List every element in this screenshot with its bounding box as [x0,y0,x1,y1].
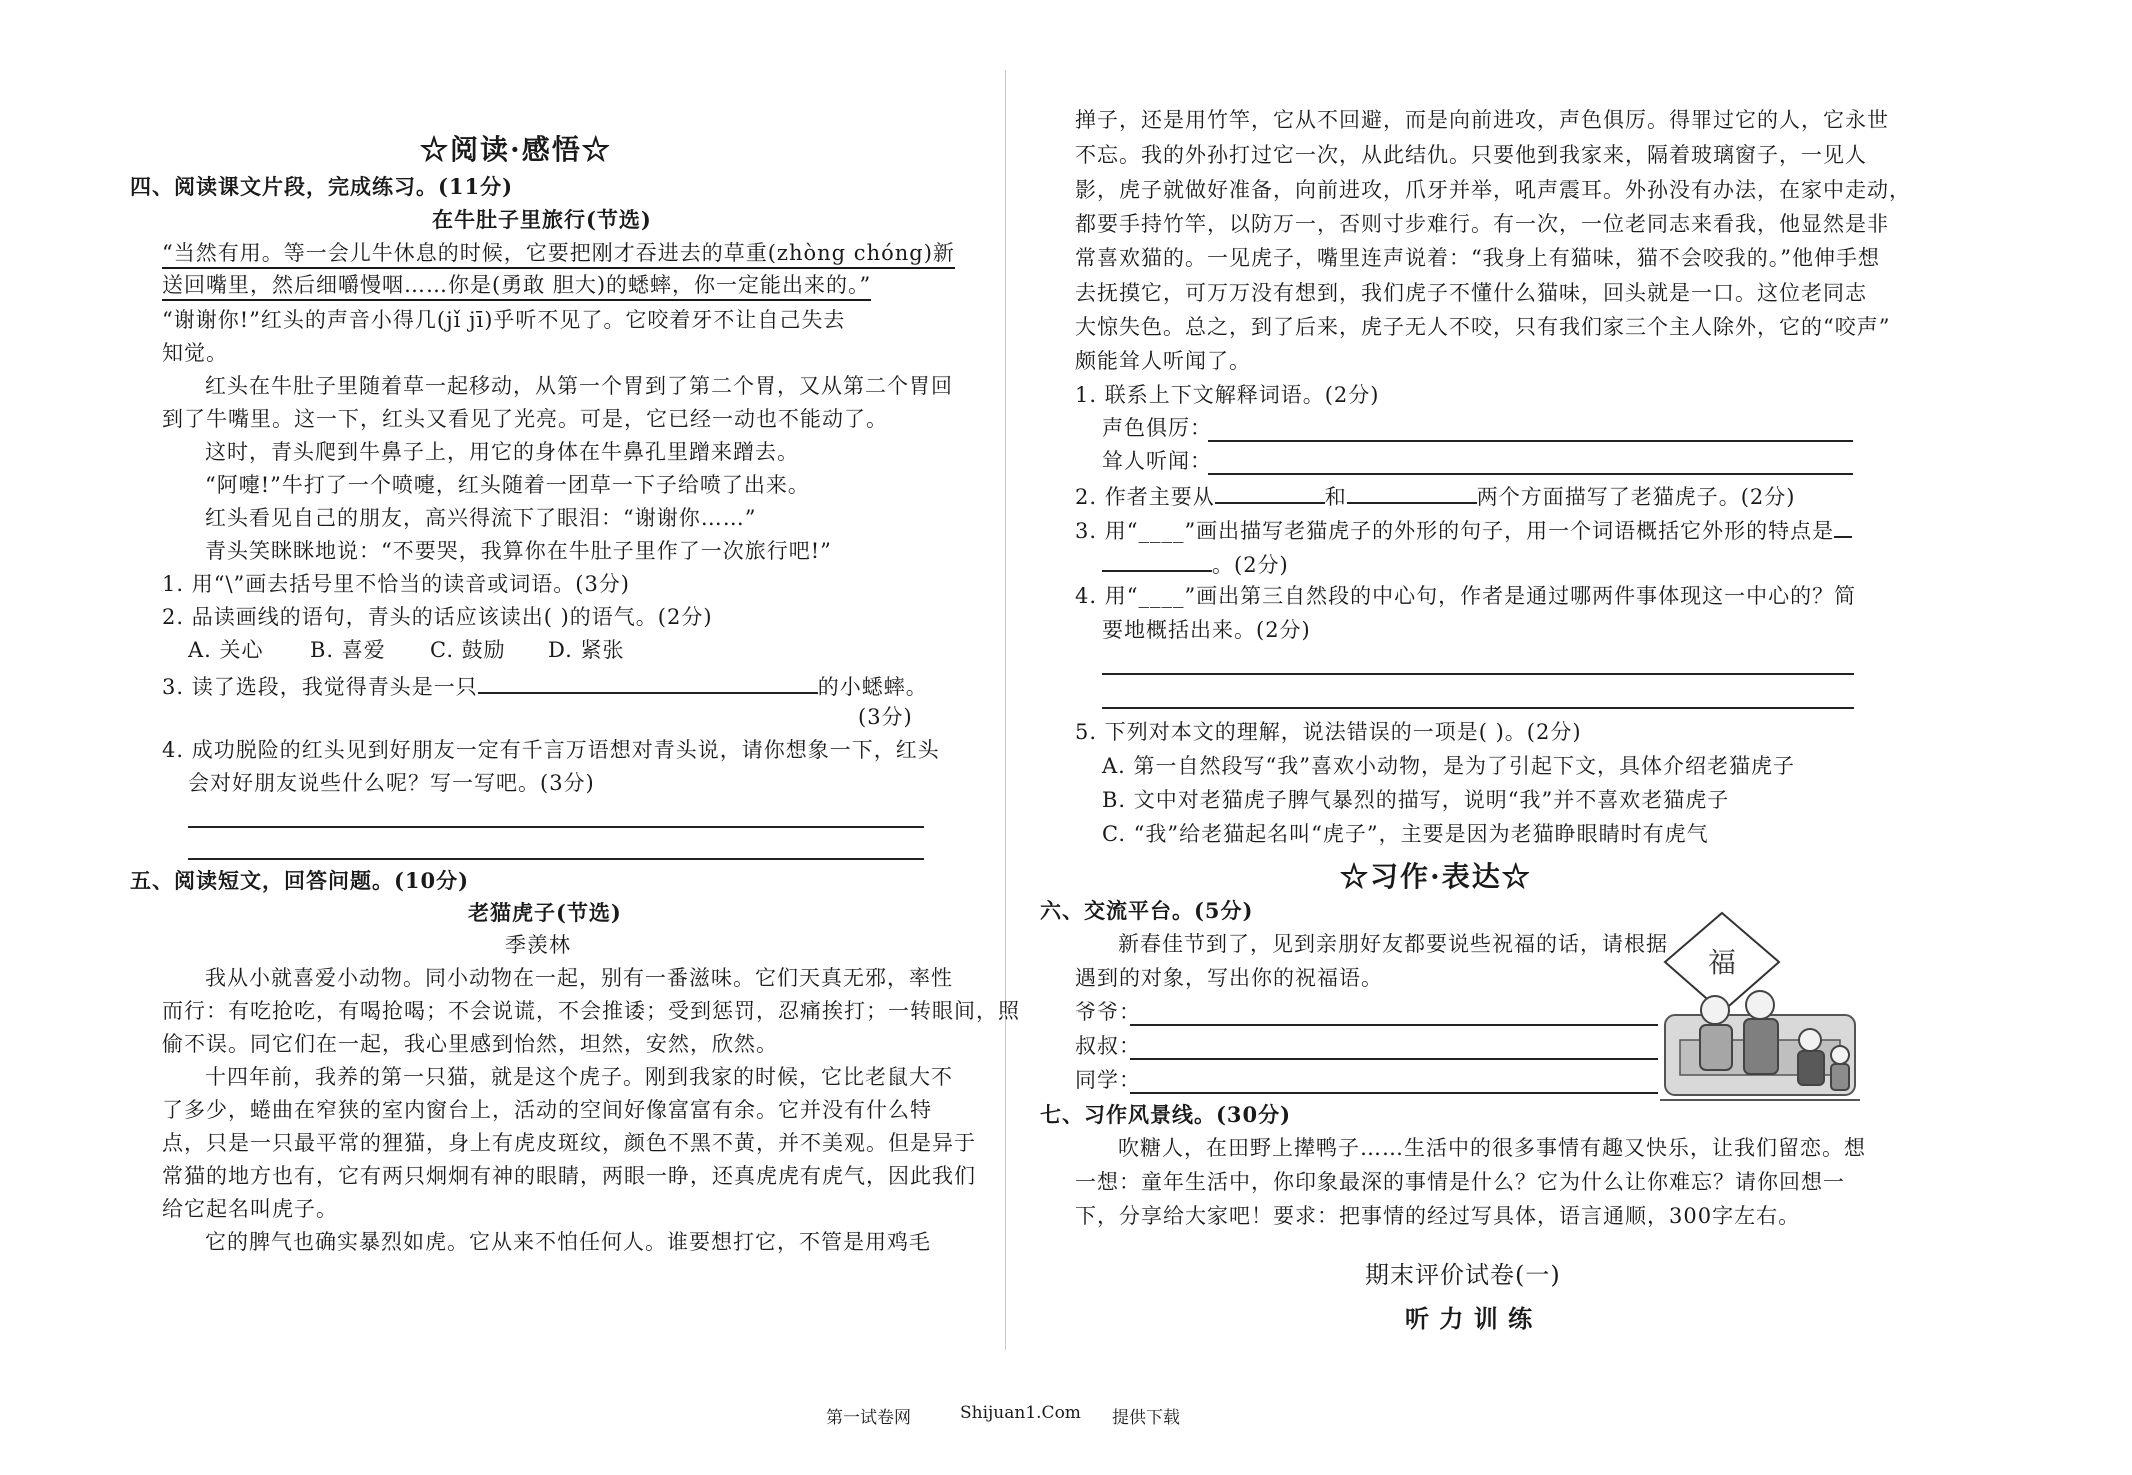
q5-sub5-option-a: A. 第一自然段写“我”喜欢小动物，是为了引起下文，具体介绍老猫虎子 [1102,754,1795,778]
q5-passage-line: 给它起名叫虎子。 [162,1197,338,1221]
q5-sub4-answer-line[interactable] [1102,673,1854,675]
q5-passage-title: 老猫虎子(节选) [468,900,622,925]
q5-passage-line: 点，只是一只最平常的狸猫，身上有虎皮斑纹，颜色不黑不黄，并不美观。但是异于 [162,1131,976,1155]
q5-sub3-blank-tail[interactable] [1834,518,1852,538]
q5-passage-line: 常喜欢猫的。一见虎子，嘴里连声说着：“我身上有猫味，猫不会咬我的。”他伸手想 [1075,246,1880,270]
q5-passage-line: 而行：有吃抢吃，有喝抢喝；不会说谎，不会推诿；受到惩罚，忍痛挨打；一转眼间，照 [162,999,1020,1023]
q5-author: 季羡林 [505,933,571,957]
q5-passage-line: 颇能耸人听闻了。 [1075,349,1251,373]
q7-text-line1: 吹糖人，在田野上撵鸭子……生活中的很多事情有趣又快乐，让我们留恋。想 [1118,1136,1866,1160]
q4-option-d: D. 紧张 [548,638,625,662]
q4-sub4-line2: 会对好朋友说些什么呢？写一写吧。(3分) [188,771,595,795]
footer-site-url[interactable]: Shijuan1.Com [960,1403,1081,1423]
q5-word1-label: 声色俱厉： [1102,416,1212,440]
q5-sub5: 5. 下列对本文的理解，说法错误的一项是( )。(2分) [1075,720,1582,744]
section-banner-writing: ☆习作·表达☆ [1340,860,1532,893]
q5-passage-line: 了多少，蜷曲在窄狭的室内窗台上，活动的空间好像富富有余。它并没有什么特 [162,1098,932,1122]
q5-sub3-blank[interactable] [1102,552,1212,572]
q5-passage-line: 它的脾气也确实暴烈如虎。它从来不怕任何人。谁要想打它，不管是用鸡毛 [205,1230,931,1254]
q6-uncle-label: 叔叔： [1075,1034,1141,1058]
q5-passage-line: 掸子，还是用竹竿，它从不回避，而是向前进攻，声色俱厉。得罪过它的人，它永世 [1075,108,1889,132]
q4-passage-line: “阿嚏!”牛打了一个喷嚏，红头随着一团草一下子给喷了出来。 [205,473,810,497]
exam-subtitle: 听 力 训 练 [1405,1305,1534,1333]
q5-sub4-line1: 4. 用“____”画出第三自然段的中心句，作者是通过哪两件事体现这一中心的？简 [1075,584,1857,608]
q6-heading: 六、交流平台。(5分) [1040,898,1254,923]
svg-text:福: 福 [1707,946,1737,979]
q4-sub3: 3. 读了选段，我觉得青头是一只 的小蟋蟀。 [162,675,928,699]
q5-sub5-option-b: B. 文中对老猫虎子脾气暴烈的描写，说明“我”并不喜欢老猫虎子 [1102,788,1730,812]
q6-grandpa-answer-line[interactable] [1130,1024,1658,1026]
q4-passage-line: 这时，青头爬到牛鼻子上，用它的身体在牛鼻孔里蹭来蹭去。 [205,440,799,464]
q5-passage-line: 偷不误。同它们在一起，我心里感到怡然，坦然，安然，欣然。 [162,1032,778,1056]
q6-classmate-answer-line[interactable] [1130,1092,1658,1094]
q6-classmate-label: 同学： [1075,1068,1141,1092]
q4-passage-line: “当然有用。等一会儿牛休息的时候，它要把刚才吞进去的草重(zhòng chóng)新 [162,243,955,264]
q4-sub3-blank[interactable] [478,674,818,694]
q5-sub3-line2: 。(2分) [1102,552,1289,576]
q4-passage-line: 红头在牛肚子里随着草一起移动，从第一个胃到了第二个胃，又从第二个胃回 [205,374,953,398]
q5-heading: 五、阅读短文，回答问题。(10分) [130,868,470,893]
q4-option-c: C. 鼓励 [430,638,506,662]
q5-passage-line: 十四年前，我养的第一只猫，就是这个虎子。刚到我家的时候，它比老鼠大不 [205,1065,953,1089]
q4-passage-line: 到了牛嘴里。这一下，红头又看见了光亮。可是，它已经一动也不能动了。 [162,407,888,431]
q5-sub1: 1. 联系上下文解释词语。(2分) [1075,383,1380,407]
q4-passage-line: “谢谢你!”红头的声音小得几(jǐ jī)乎听不见了。它咬着牙不让自己失去 [162,308,846,332]
q4-passage-line: 送回嘴里，然后细嚼慢咽……你是(勇敢 胆大)的蟋蟀，你一定能出来的。” [162,275,871,296]
q4-option-a: A. 关心 [188,638,264,662]
q4-passage-line: 青头笑眯眯地说：“不要哭，我算你在牛肚子里作了一次旅行吧!” [205,539,832,563]
q5-word2-answer-line[interactable] [1208,473,1853,475]
q5-sub3-line1: 3. 用“____”画出描写老猫虎子的外形的句子，用一个词语概括它外形的特点是 [1075,518,1852,542]
exam-title: 期末评价试卷(一) [1365,1261,1561,1289]
family-sofa-illustration [1660,985,1860,1105]
footer-site-name: 第一试卷网 [826,1408,911,1428]
q7-heading: 七、习作风景线。(30分) [1040,1102,1292,1127]
q4-passage-title: 在牛肚子里旅行(节选) [432,207,652,232]
q5-passage-line: 不忘。我的外孙打过它一次，从此结仇。只要他到我家来，隔着玻璃窗子，一见人 [1075,143,1867,167]
q6-uncle-answer-line[interactable] [1130,1058,1658,1060]
q7-text-line3: 下，分享给大家吧！要求：把事情的经过写具体，语言通顺，300字左右。 [1075,1204,1801,1228]
q7-text-line2: 一想：童年生活中，你印象最深的事情是什么？它为什么让你难忘？请你回想一 [1075,1170,1845,1194]
q4-passage-line: 知觉。 [162,341,228,365]
q5-sub4-answer-line[interactable] [1102,707,1854,709]
q6-text-line1: 新春佳节到了，见到亲朋好友都要说些祝福的话，请根据 [1118,932,1668,956]
q5-word1-answer-line[interactable] [1208,440,1853,442]
q5-sub2-blank1[interactable] [1215,484,1325,504]
q4-answer-line[interactable] [188,858,924,860]
q6-grandpa-label: 爷爷： [1075,1000,1141,1024]
q4-answer-line[interactable] [188,826,924,828]
q5-passage-line: 影，虎子就做好准备，向前进攻，爪牙并举，吼声震耳。外孙没有办法，在家中走动， [1075,178,1911,202]
q4-heading: 四、阅读课文片段，完成练习。(11分) [130,174,514,199]
q5-passage-line: 都要手持竹竿，以防万一，否则寸步难行。有一次，一位老同志来看我，他显然是非 [1075,212,1889,236]
q5-passage-line: 常猫的地方也有，它有两只炯炯有神的眼睛，两眼一睁，还真虎虎有虎气，因此我们 [162,1164,976,1188]
q5-passage-line: 去抚摸它，可万万没有想到，我们虎子不懂什么猫味，回头就是一口。这位老同志 [1075,281,1867,305]
q4-sub2: 2. 品读画线的语句，青头的话应该读出( )的语气。(2分) [162,605,713,629]
q5-word2-label: 耸人听闻： [1102,449,1212,473]
q4-sub4-line1: 4. 成功脱险的红头见到好朋友一定有千言万语想对青头说，请你想象一下，红头 [162,738,940,762]
q5-sub2-blank2[interactable] [1347,484,1477,504]
q4-passage-line: 红头看见自己的朋友，高兴得流下了眼泪：“谢谢你……” [205,506,757,530]
footer-download-text: 提供下载 [1112,1408,1180,1428]
q5-passage-line: 我从小就喜爱小动物。同小动物在一起，别有一番滋味。它们天真无邪，率性 [205,966,953,990]
q5-passage-line: 大惊失色。总之，到了后来，虎子无人不咬，只有我们家三个主人除外，它的“咬声” [1075,315,1891,339]
q4-option-b: B. 喜爱 [310,638,386,662]
q4-sub1: 1. 用“\”画去括号里不恰当的读音或词语。(3分) [162,572,631,596]
q6-text-line2: 遇到的对象，写出你的祝福语。 [1075,966,1383,990]
q4-sub3-score: (3分) [858,705,913,729]
q5-sub2: 2. 作者主要从 和 两个方面描写了老猫虎子。(2分) [1075,485,1796,509]
page-divider [1005,70,1006,1350]
q5-sub4-line2: 要地概括出来。(2分) [1102,618,1311,642]
section-banner-reading: ☆阅读·感悟☆ [420,133,612,166]
q5-sub5-option-c: C. “我”给老猫起名叫“虎子”，主要是因为老猫睁眼睛时有虎气 [1102,822,1709,846]
